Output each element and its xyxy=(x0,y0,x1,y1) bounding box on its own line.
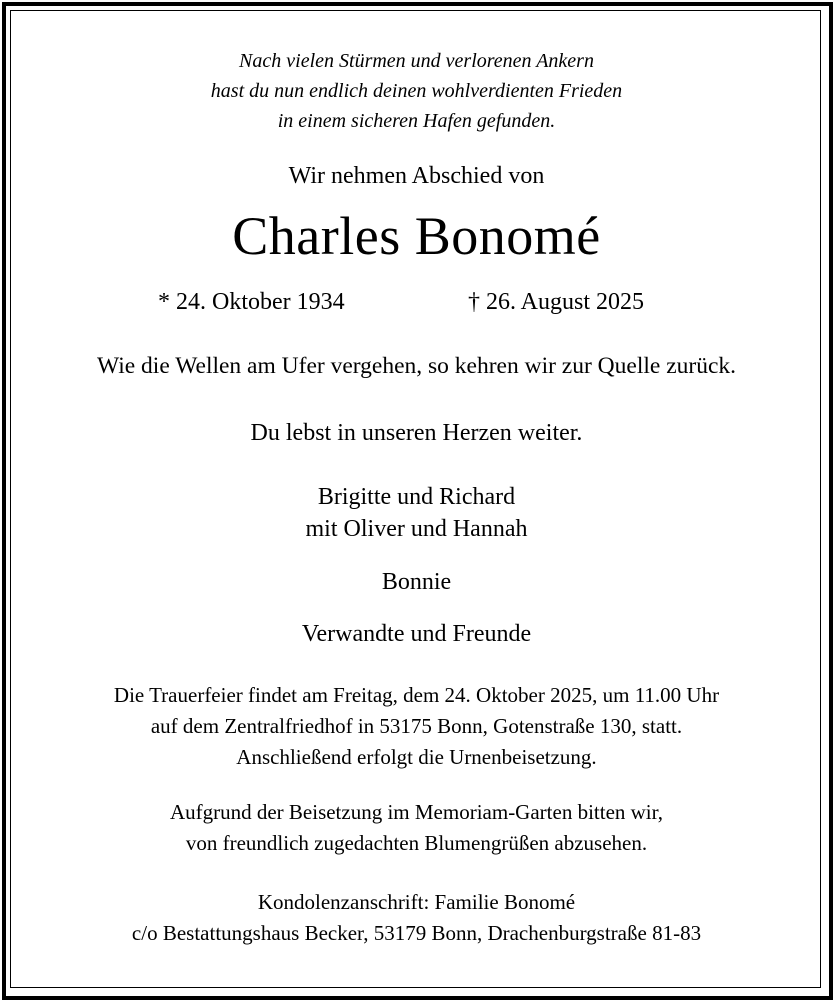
death-date: † 26. August 2025 xyxy=(468,289,645,315)
mourner-relatives: Verwandte und Freunde xyxy=(301,621,532,647)
memorial-line: Du lebst in unseren Herzen weiter. xyxy=(250,420,583,446)
mourner-line-2: mit Oliver und Hannah xyxy=(305,516,528,542)
condolence-line-1: Kondolenzanschrift: Familie Bonomé xyxy=(257,890,576,914)
birth-date: * 24. Oktober 1934 xyxy=(158,289,345,315)
flowers-line-1: Aufgrund der Beisetzung im Memoriam-Garten bitten wir, xyxy=(169,800,664,824)
funeral-line-2: auf dem Zentralfriedhof in 53175 Bonn, Gotenstraße 130, statt. xyxy=(150,714,683,738)
verse-line-2: hast du nun endlich deinen wohlverdienten Frieden xyxy=(210,80,623,102)
mourner-bonnie: Bonnie xyxy=(381,569,452,595)
funeral-line-1: Die Trauerfeier findet am Freitag, dem 24. Oktober 2025, um 11.00 Uhr xyxy=(113,683,720,707)
mourner-line-1: Brigitte und Richard xyxy=(317,484,516,510)
flowers-line-2: von freundlich zugedachten Blumengrüßen abzusehen. xyxy=(185,831,648,855)
condolence-line-2: c/o Bestattungshaus Becker, 53179 Bonn, Drachenburgstraße 81-83 xyxy=(131,921,702,945)
quote-line: Wie die Wellen am Ufer vergehen, so kehren wir zur Quelle zurück. xyxy=(96,353,737,379)
deceased-name: Charles Bonomé xyxy=(232,206,601,266)
verse-line-3: in einem sicheren Hafen gefunden. xyxy=(277,110,556,132)
verse-line-1: Nach vielen Stürmen und verlorenen Ankern xyxy=(239,50,594,72)
funeral-line-3: Anschließend erfolgt die Urnenbeisetzung. xyxy=(236,745,597,769)
intro-text: Wir nehmen Abschied von xyxy=(288,163,545,189)
